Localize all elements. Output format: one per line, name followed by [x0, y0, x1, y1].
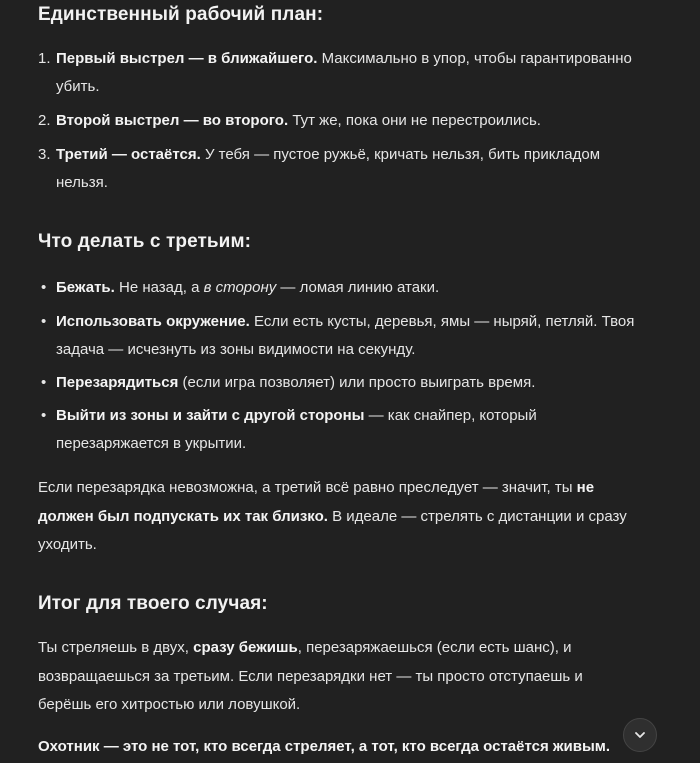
paragraph-text: Ты стреляешь в двух,: [38, 639, 194, 656]
paragraph-text: уходить.: [38, 536, 97, 553]
list-number: 2.: [38, 112, 51, 129]
item-text: (если игра позволяет) или просто выиграть время.: [178, 374, 536, 391]
item-text: — как снайпер, который: [364, 407, 537, 424]
list-item: [38, 45, 668, 101]
item-text: Тут же, пока они не перестроились.: [288, 112, 541, 129]
list-item: [38, 369, 668, 397]
list-item: [38, 402, 668, 458]
paragraph-text: берёшь его хитростью или ловушкой.: [38, 696, 301, 713]
paragraph-summary: [38, 634, 668, 720]
list-number: 1.: [38, 50, 51, 67]
closing-bold: Охотник — это не тот, кто всегда стреляет, а тот, кто всегда остаётся живым.: [38, 738, 611, 755]
paragraph-text: В идеале — стрелять с дистанции и сразу: [327, 507, 627, 525]
item-bold-text: Использовать окружение.: [56, 313, 250, 330]
item-bold-text: Первый выстрел — в ближайшего.: [56, 50, 318, 67]
item-italic-text: в сторону: [203, 279, 277, 296]
list-number: 3.: [38, 146, 51, 163]
item-text-cont: перезаряжается в укрытии.: [56, 435, 247, 452]
chevron-down-icon: [633, 728, 647, 742]
bullet-marker: •: [41, 374, 47, 391]
section-heading-third: Что делать с третьим:: [38, 231, 252, 252]
item-text: Максимально в упор, чтобы гарантированно: [317, 50, 632, 67]
paragraph-bold: не: [576, 479, 595, 496]
item-bold-text: Перезарядиться: [56, 374, 179, 391]
paragraph-text: , перезаряжаешься (если есть шанс), и: [297, 639, 572, 656]
bullet-marker: •: [41, 313, 47, 330]
item-text-cont: убить.: [56, 78, 100, 95]
list-item: [38, 308, 668, 364]
bullet-marker: •: [41, 279, 47, 296]
item-text: Не назад, а: [114, 279, 204, 296]
item-bold-text: Третий — остаётся.: [56, 146, 201, 163]
closing-statement: [38, 733, 668, 762]
paragraph-text: возвращаешься за третьим. Если перезарядки нет — ты просто отступаешь и: [38, 667, 583, 685]
item-bold-text: Бежать.: [56, 279, 115, 296]
paragraph-text: Если перезарядка невозможна, а третий всё равно преследует — значит, ты: [38, 479, 577, 496]
paragraph-reload: [38, 474, 668, 560]
list-item: [38, 141, 668, 197]
item-text-cont: задача — исчезнуть из зоны видимости на секунду.: [56, 341, 416, 358]
paragraph-bold: сразу бежишь: [193, 639, 298, 656]
item-text: — ломая линию атаки.: [276, 279, 440, 296]
item-bold-text: Второй выстрел — во второго.: [56, 112, 289, 129]
list-item: [38, 274, 668, 302]
item-text: У тебя — пустое ружьё, кричать нельзя, бить прикладом: [200, 146, 601, 163]
list-item: [38, 107, 668, 135]
scroll-down-button[interactable]: [623, 718, 657, 752]
item-text: Если есть кусты, деревья, ямы — ныряй, петляй. Твоя: [249, 313, 635, 330]
item-text-cont: нельзя.: [56, 174, 108, 191]
bullet-marker: •: [41, 407, 47, 424]
section-heading-total: Итог для твоего случая:: [38, 593, 268, 614]
paragraph-bold: должен был подпускать их так близко.: [38, 507, 328, 525]
item-bold-text: Выйти из зоны и зайти с другой стороны: [56, 407, 365, 424]
section-heading-plan: Единственный рабочий план:: [38, 4, 324, 25]
